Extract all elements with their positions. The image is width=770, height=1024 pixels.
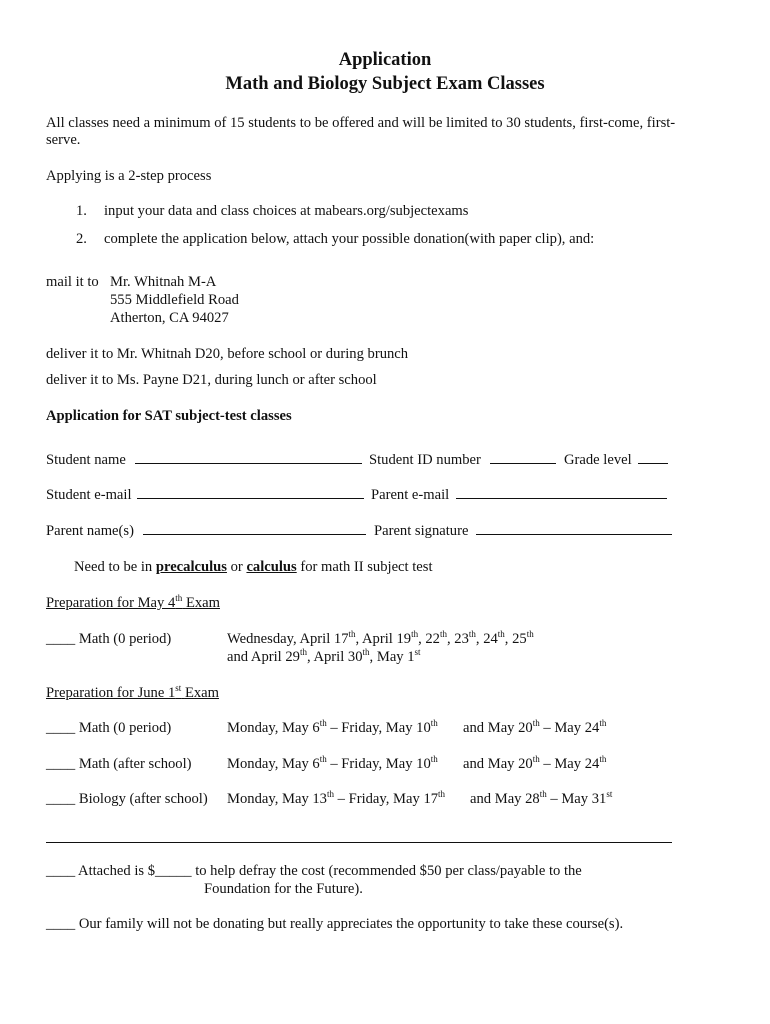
step-text: input your data and class choices at mabears.org/subjectexams bbox=[104, 203, 469, 219]
donation-attached-line bbox=[46, 862, 582, 880]
course-name: Math (0 period) bbox=[78, 631, 172, 647]
may-exam-heading bbox=[46, 594, 220, 612]
may-dates-line-1: Wednesday, April 17th, April 19th, 22th, 23th, 24th, 25th bbox=[227, 629, 534, 647]
process-text: Applying is a 2-step process bbox=[46, 168, 212, 184]
may-heading-post: Exam bbox=[185, 595, 220, 611]
course-name: Math (0 period) bbox=[78, 720, 172, 736]
june-dates-second: and May 20th – May 24th bbox=[463, 754, 607, 772]
student-name-label: Student name bbox=[46, 452, 126, 468]
june-row bbox=[46, 755, 192, 773]
prereq-before: Need to be in bbox=[74, 559, 153, 575]
june-dates-second: and May 28th – May 31st bbox=[470, 789, 613, 807]
mail-address-line-2: 555 Middlefield Road bbox=[110, 292, 239, 308]
may-dates-line-2: and April 29th, April 30th, May 1st bbox=[227, 647, 421, 665]
parent-signature-label: Parent signature bbox=[374, 523, 469, 539]
form-heading: Application for SAT subject-test classes bbox=[46, 408, 292, 424]
may-heading-text: Preparation for May 4 bbox=[46, 595, 176, 611]
step-text: complete the application below, attach your possible donation(with paper clip), and: bbox=[104, 231, 595, 247]
june-dates-second: and May 20th – May 24th bbox=[463, 718, 607, 736]
parent-email-label: Parent e-mail bbox=[371, 487, 450, 503]
prereq-calculus: calculus bbox=[246, 559, 297, 575]
step-number: 1. bbox=[76, 203, 87, 219]
june-exam-heading bbox=[46, 684, 219, 702]
not-donating-text: Our family will not be donating but really appreciates the opportunity to take these course(s). bbox=[78, 916, 624, 932]
parent-email-field[interactable] bbox=[456, 486, 667, 499]
checkbox-blank[interactable]: ____ bbox=[46, 720, 76, 736]
minimum-text-line-1: All classes need a minimum of 15 students to be offered and will be limited to 30 students, first-come, first- bbox=[46, 115, 676, 131]
step-number: 2. bbox=[76, 231, 87, 247]
donation-amount-field[interactable]: _____ bbox=[155, 863, 192, 879]
course-name: Math (after school) bbox=[78, 756, 192, 772]
june-dates-first: Monday, May 6th – Friday, May 10th bbox=[227, 718, 438, 736]
student-email-label: Student e-mail bbox=[46, 487, 132, 503]
checkbox-blank[interactable]: ____ bbox=[46, 916, 76, 932]
parent-signature-field[interactable] bbox=[476, 522, 672, 535]
deliver-text: deliver it to Mr. Whitnah D20, before school or during brunch bbox=[46, 346, 409, 362]
checkbox-blank[interactable]: ____ bbox=[46, 863, 76, 879]
deliver-text: deliver it to Ms. Payne D21, during lunch or after school bbox=[46, 372, 377, 388]
may-heading-sup: th bbox=[175, 593, 183, 604]
title-line-1: Application bbox=[338, 50, 432, 70]
prereq-text bbox=[74, 558, 433, 576]
donation-foundation-line: Foundation for the Future). bbox=[204, 881, 363, 897]
prereq-precalculus: precalculus bbox=[155, 559, 227, 575]
june-dates-first: Monday, May 6th – Friday, May 10th bbox=[227, 754, 438, 772]
checkbox-blank[interactable]: ____ bbox=[46, 631, 76, 647]
student-email-field[interactable] bbox=[137, 486, 364, 499]
grade-level-label: Grade level bbox=[564, 452, 632, 468]
grade-level-field[interactable] bbox=[638, 451, 668, 464]
student-id-field[interactable] bbox=[490, 451, 556, 464]
mail-prefix: mail it to bbox=[46, 274, 99, 290]
june-row bbox=[46, 719, 171, 737]
attached-post-text: to help defray the cost (recommended $50 per class/payable to the bbox=[195, 863, 582, 879]
june-heading-sup: st bbox=[175, 683, 182, 694]
minimum-text-line-2: serve. bbox=[46, 132, 81, 148]
parent-names-field[interactable] bbox=[143, 522, 366, 535]
course-name: Biology (after school) bbox=[78, 791, 208, 807]
not-donating-line bbox=[46, 915, 623, 933]
prereq-after: for math II subject test bbox=[300, 559, 433, 575]
parent-names-label: Parent name(s) bbox=[46, 523, 134, 539]
attached-text: Attached is $ bbox=[78, 863, 156, 879]
checkbox-blank[interactable]: ____ bbox=[46, 791, 76, 807]
mail-address-line-1: Mr. Whitnah M-A bbox=[110, 274, 217, 290]
section-divider bbox=[46, 842, 672, 843]
june-row bbox=[46, 790, 208, 808]
mail-address-line-3: Atherton, CA 94027 bbox=[110, 310, 229, 326]
may-math-row bbox=[46, 630, 171, 648]
june-heading-text: Preparation for June 1 bbox=[46, 685, 176, 701]
prereq-or: or bbox=[230, 559, 243, 575]
title-line-2: Math and Biology Subject Exam Classes bbox=[225, 74, 545, 94]
june-heading-post: Exam bbox=[184, 685, 219, 701]
checkbox-blank[interactable]: ____ bbox=[46, 756, 76, 772]
june-dates-first: Monday, May 13th – Friday, May 17th bbox=[227, 789, 446, 807]
student-id-label: Student ID number bbox=[369, 452, 481, 468]
student-name-field[interactable] bbox=[135, 451, 362, 464]
